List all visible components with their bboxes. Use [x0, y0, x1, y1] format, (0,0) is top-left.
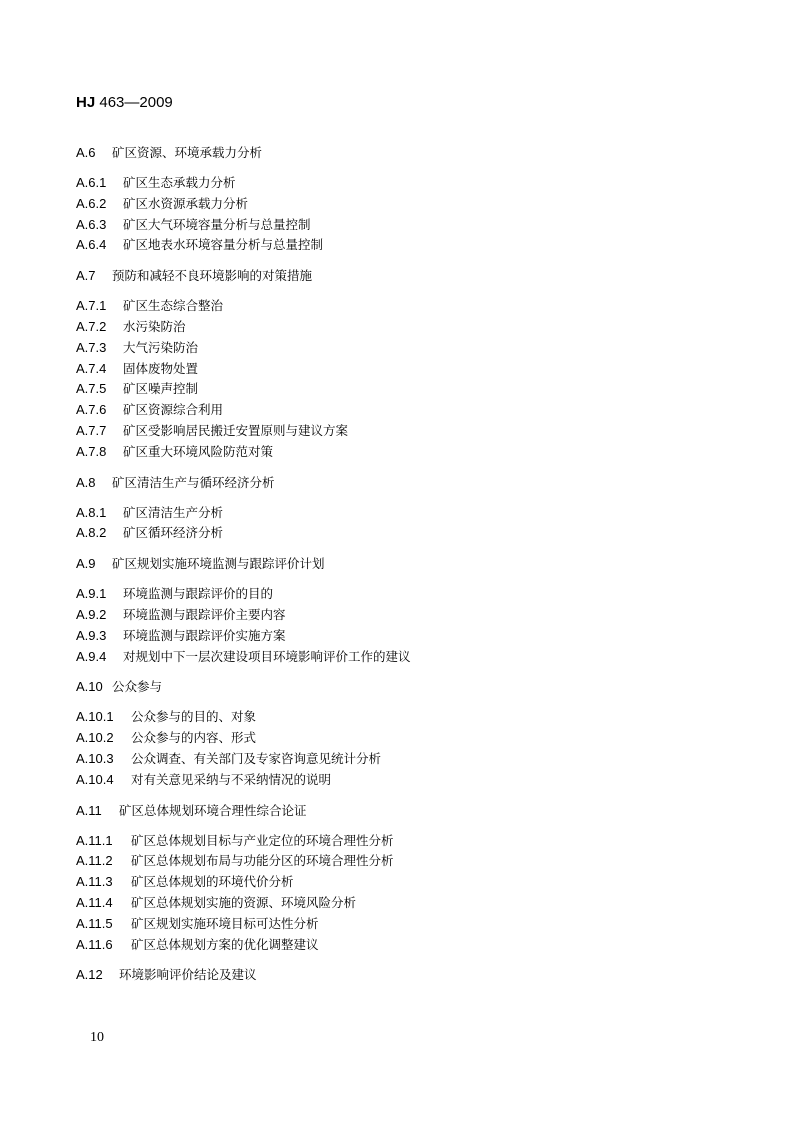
list-item — [76, 338, 756, 359]
item-number: A.10.1 — [76, 709, 114, 725]
section-a9 — [76, 554, 756, 667]
list-item — [76, 584, 756, 605]
section-heading — [76, 266, 756, 286]
document-header — [76, 94, 173, 111]
item-number: A.10.2 — [76, 730, 114, 746]
item-text: 公众参与的目的、对象 — [131, 709, 257, 725]
item-text: 矿区资源综合利用 — [123, 402, 224, 418]
list-item — [76, 215, 756, 236]
item-text: 矿区总体规划布局与功能分区的环境合理性分析 — [131, 853, 394, 869]
item-number: A.10.3 — [76, 750, 114, 766]
item-number: A.7.8 — [76, 443, 107, 459]
item-number: A.11.2 — [76, 853, 113, 869]
section-title: 矿区总体规划环境合理性综合论证 — [119, 802, 307, 818]
item-number: A.7.2 — [76, 318, 107, 334]
item-text: 矿区大气环境容量分析与总量控制 — [123, 216, 311, 232]
list-item — [76, 359, 756, 380]
item-number: A.11.3 — [76, 874, 113, 890]
list-item — [76, 831, 756, 852]
item-text: 矿区循环经济分析 — [123, 525, 224, 541]
section-number: A.12 — [76, 967, 103, 983]
section-a8 — [76, 473, 756, 545]
item-text: 矿区规划实施环境目标可达性分析 — [131, 915, 319, 931]
item-number: A.7.4 — [76, 360, 107, 376]
item-number: A.6.2 — [76, 195, 107, 211]
item-number: A.9.1 — [76, 586, 107, 602]
standard-number: 463—2009 — [95, 94, 173, 111]
item-text: 公众参与的内容、形式 — [131, 730, 257, 746]
item-number: A.11.5 — [76, 915, 113, 931]
section-title: 矿区规划实施环境监测与跟踪评价计划 — [112, 556, 325, 572]
section-heading — [76, 677, 756, 697]
section-number: A.7 — [76, 268, 96, 284]
list-item — [76, 379, 756, 400]
section-number: A.11 — [76, 802, 102, 818]
item-text: 对规划中下一层次建设项目环境影响评价工作的建议 — [123, 648, 411, 664]
section-number: A.6 — [76, 145, 96, 160]
list-item — [76, 914, 756, 935]
item-number: A.6.1 — [76, 175, 107, 190]
list-item — [76, 749, 756, 770]
item-text: 水污染防治 — [123, 318, 186, 334]
section-heading — [76, 801, 756, 821]
item-number: A.11.6 — [76, 936, 113, 952]
item-number: A.7.3 — [76, 339, 107, 355]
item-text: 矿区地表水环境容量分析与总量控制 — [123, 237, 324, 253]
list-item — [76, 728, 756, 749]
section-title: 公众参与 — [112, 679, 163, 695]
list-item — [76, 851, 756, 872]
item-number: A.8.1 — [76, 504, 107, 520]
item-text: 矿区总体规划的环境代价分析 — [131, 874, 294, 890]
item-number: A.7.5 — [76, 381, 107, 397]
item-text: 矿区总体规划目标与产业定位的环境合理性分析 — [131, 832, 394, 848]
list-item — [76, 503, 756, 524]
list-item — [76, 523, 756, 544]
section-title: 预防和减轻不良环境影响的对策措施 — [112, 268, 313, 284]
list-item — [76, 442, 756, 463]
item-text: 矿区噪声控制 — [123, 381, 199, 397]
list-item — [76, 626, 756, 647]
item-text: 矿区总体规划实施的资源、环境风险分析 — [131, 894, 357, 910]
table-of-contents — [76, 143, 756, 995]
section-heading — [76, 473, 756, 493]
item-text: 环境监测与跟踪评价的目的 — [123, 586, 274, 602]
item-text: 矿区水资源承载力分析 — [123, 195, 249, 211]
section-title: 环境影响评价结论及建议 — [119, 967, 257, 983]
standard-code: HJ — [76, 94, 96, 111]
section-a11 — [76, 801, 756, 956]
item-text: 矿区生态承载力分析 — [123, 175, 236, 190]
item-text: 矿区重大环境风险防范对策 — [123, 443, 274, 459]
item-number: A.7.1 — [76, 298, 107, 314]
item-number: A.6.3 — [76, 216, 107, 232]
section-title: 矿区清洁生产与循环经济分析 — [112, 474, 275, 490]
item-text: 环境监测与跟踪评价主要内容 — [123, 606, 286, 622]
section-number: A.8 — [76, 474, 96, 490]
item-text: 矿区生态综合整治 — [123, 298, 224, 314]
list-item — [76, 173, 756, 194]
list-item — [76, 317, 756, 338]
item-number: A.9.2 — [76, 606, 107, 622]
list-item — [76, 893, 756, 914]
page-number: 10 — [90, 1030, 104, 1045]
item-text: 矿区受影响居民搬迁安置原则与建议方案 — [123, 422, 349, 438]
list-item — [76, 421, 756, 442]
list-item — [76, 935, 756, 956]
item-number: A.6.4 — [76, 237, 107, 253]
section-number: A.9 — [76, 556, 96, 572]
section-a7 — [76, 266, 756, 462]
list-item — [76, 707, 756, 728]
section-number: A.10 — [76, 679, 103, 695]
list-item — [76, 194, 756, 215]
section-heading — [76, 554, 756, 574]
section-title: 矿区资源、环境承载力分析 — [112, 145, 263, 160]
list-item — [76, 400, 756, 421]
list-item — [76, 296, 756, 317]
section-a6 — [76, 143, 756, 256]
item-text: 对有关意见采纳与不采纳情况的说明 — [131, 771, 332, 787]
section-a12 — [76, 965, 756, 985]
section-a10 — [76, 677, 756, 790]
item-text: 矿区总体规划方案的优化调整建议 — [131, 936, 319, 952]
list-item — [76, 647, 756, 668]
item-text: 大气污染防治 — [123, 339, 199, 355]
item-number: A.7.7 — [76, 422, 107, 438]
list-item — [76, 235, 756, 256]
item-number: A.11.1 — [76, 832, 113, 848]
item-number: A.10.4 — [76, 771, 114, 787]
item-text: 矿区清洁生产分析 — [123, 504, 224, 520]
item-text: 固体废物处置 — [123, 360, 199, 376]
item-number: A.8.2 — [76, 525, 107, 541]
list-item — [76, 770, 756, 791]
item-text: 公众调查、有关部门及专家咨询意见统计分析 — [131, 750, 382, 766]
item-number: A.7.6 — [76, 402, 107, 418]
item-text: 环境监测与跟踪评价实施方案 — [123, 627, 286, 643]
item-number: A.9.4 — [76, 648, 107, 664]
list-item — [76, 872, 756, 893]
section-heading — [76, 965, 756, 985]
item-number: A.9.3 — [76, 627, 107, 643]
list-item — [76, 605, 756, 626]
section-heading — [76, 143, 756, 163]
item-number: A.11.4 — [76, 894, 113, 910]
